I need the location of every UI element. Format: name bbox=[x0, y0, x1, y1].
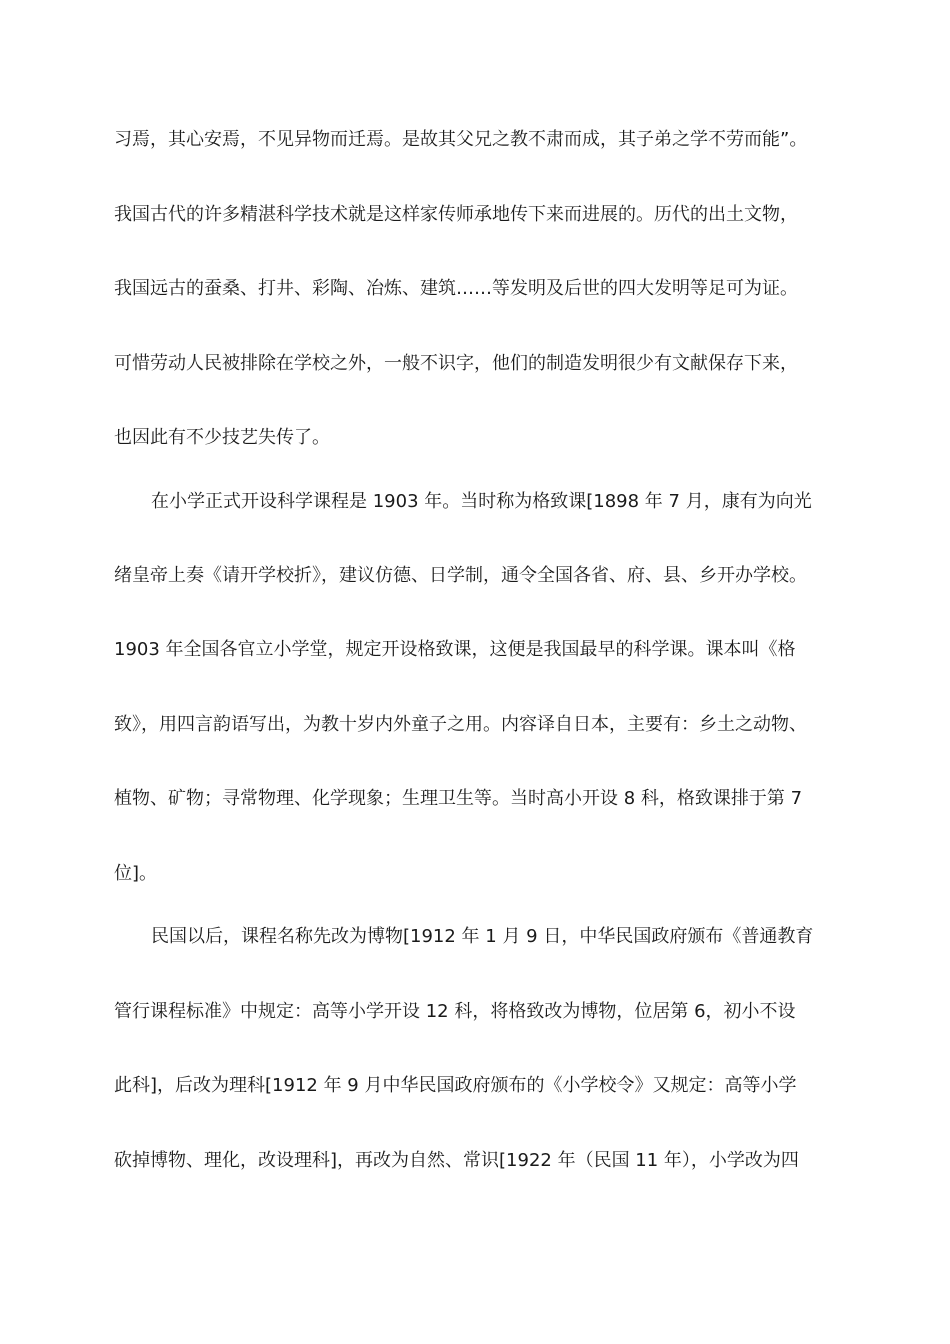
text-line: 可惜劳动人民被排除在学校之外，一般不识字，他们的制造发明很少有文献保存下来， bbox=[114, 353, 798, 374]
text-line: 也因此有不少技艺失传了。 bbox=[114, 427, 330, 448]
text-line: 砍掉博物、理化，改设理科]，再改为自然、常识[1922 年（民国 11 年），小学改为四 bbox=[114, 1150, 799, 1171]
text-line: 我国古代的许多精湛科学技术就是这样家传师承地传下来而进展的。历代的出土文物， bbox=[114, 204, 798, 225]
paragraph-first-line: 民国以后，课程名称先改为博物[1912 年 1 月 9 日，中华民国政府颁布《普通教育 bbox=[151, 926, 814, 947]
paragraph-first-line: 在小学正式开设科学课程是 1903 年。当时称为格致课[1898 年 7 月，康有为向光 bbox=[151, 491, 812, 512]
text-line: 位]。 bbox=[114, 863, 158, 884]
text-line: 此科]，后改为理科[1912 年 9 月中华民国政府颁布的《小学校令》又规定：高等小学 bbox=[114, 1075, 797, 1096]
text-line: 绪皇帝上奏《请开学校折》，建议仿德、日学制，通令全国各省、府、县、乡开办学校。 bbox=[114, 565, 807, 586]
text-line: 致》，用四言韵语写出，为教十岁内外童子之用。内容译自日本，主要有：乡土之动物、 bbox=[114, 714, 807, 735]
text-line: 管行课程标准》中规定：高等小学开设 12 科，将格致改为博物，位居第 6，初小不设 bbox=[114, 1001, 796, 1022]
text-line: 习焉，其心安焉，不见异物而迁焉。是故其父兄之教不肃而成，其子弟之学不劳而能”。 bbox=[114, 129, 808, 150]
text-line: 我国远古的蚕桑、打井、彩陶、冶炼、建筑……等发明及后世的四大发明等足可为证。 bbox=[114, 278, 798, 299]
text-line: 植物、矿物；寻常物理、化学现象；生理卫生等。当时高小开设 8 科，格致课排于第 7 bbox=[114, 788, 803, 809]
text-line: 1903 年全国各官立小学堂，规定开设格致课，这便是我国最早的科学课。课本叫《格 bbox=[114, 639, 796, 660]
